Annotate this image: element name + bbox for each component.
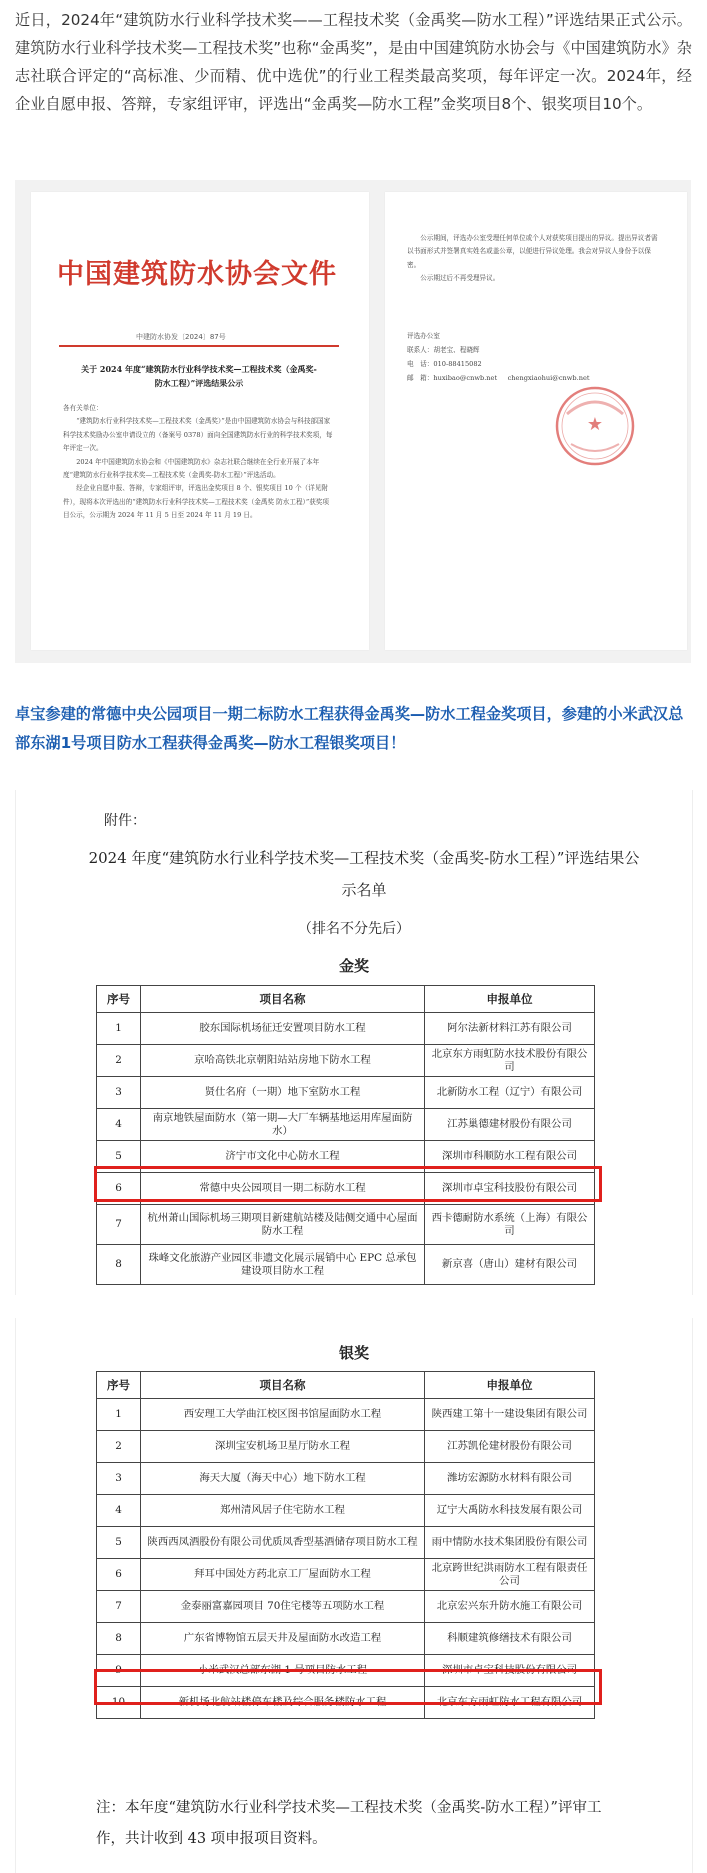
intro-paragraph: 近日，2024年“建筑防水行业科学技术奖——工程技术奖（金禹奖—防水工程）”评选结果正式公示。建筑防水行业科学技术奖—工程技术奖”也称“金禹奖”，是由中国建筑防水协会与《中国建筑防水》杂志社联合评定的“高标准、少而精、优中选优”的行业工程类最高奖项，每年评定一次。2024年，经企业自愿申报、答辩，专家组评审，评选出“金禹奖—防水工程”金奖项目8个、银奖项目10个。: [15, 11, 692, 113]
column-header-unit: 申报单位: [425, 1372, 595, 1399]
document-paragraph: 经企业自愿申报、答辩，专家组评审，评选出金奖项目 8 个、银奖项目 10 个（详见附件），现将本次评选出的“建筑防水行业科学技术奖—工程技术奖（金禹奖 防水工程）”获奖项目公示，公示期为 2024 年 11 月 5 日至 2024 年 11 月 19 日。: [63, 484, 329, 520]
column-header-unit: 申报单位: [425, 986, 595, 1013]
cell-unit: 新京喜（唐山）建材有限公司: [425, 1245, 595, 1285]
cell-name: 陕西西凤酒股份有限公司优质凤香型基酒储存项目防水工程: [141, 1527, 425, 1559]
cell-name: 广东省博物馆五层天井及屋面防水改造工程: [141, 1623, 425, 1655]
document-salutation: 各有关单位：: [63, 404, 103, 412]
table-row: [97, 1527, 595, 1559]
cell-name: 拜耳中国处方药北京工厂屋面防水工程: [141, 1559, 425, 1591]
cell-unit: 雨中情防水技术集团股份有限公司: [425, 1527, 595, 1559]
column-header-name: 项目名称: [141, 986, 425, 1013]
cell-no: 8: [97, 1245, 141, 1285]
cell-unit: 北京东方雨虹防水工程有限公司: [425, 1687, 595, 1719]
attachment-title: 2024 年度“建筑防水行业科学技术奖—工程技术奖（金禹奖-防水工程）”评选结果公示名单: [88, 849, 640, 899]
silver-heading: 银奖: [338, 1344, 369, 1362]
table-header-row: [97, 1372, 595, 1399]
gold-award-sheet: [15, 790, 693, 1295]
table-row: [97, 1013, 595, 1045]
ranking-note: （排名不分先后）: [298, 921, 410, 937]
column-header-name: 项目名称: [141, 1372, 425, 1399]
cell-name: 济宁市文化中心防水工程: [141, 1141, 425, 1173]
document-paragraph: “建筑防水行业科学技术奖—工程技术奖（金禹奖）”是由中国建筑防水协会与科技部国家科学技术奖励办公室申请设立的（备案号 0378）面向全国建筑防水行业的科学技术奖项，每年评定一次。: [63, 417, 333, 453]
document-paragraph: 公示期过后不再受理异议。: [420, 274, 500, 283]
silver-award-table: [96, 1371, 595, 1719]
cell-unit: 深圳市科顺防水工程有限公司: [425, 1141, 595, 1173]
cell-no: 1: [97, 1399, 141, 1431]
document-subject: 关于 2024 年度“建筑防水行业科学技术奖—工程技术奖（金禹奖-防水工程）”评选结果公示: [81, 364, 317, 388]
contact-phone: 电 话：010-88415082: [407, 360, 482, 368]
cell-name: 深圳宝安机场卫星厅防水工程: [141, 1431, 425, 1463]
cell-name: 杭州萧山国际机场三期项目新建航站楼及陆侧交通中心屋面防水工程: [141, 1205, 425, 1245]
cell-name: 京哈高铁北京朝阳站站房地下防水工程: [141, 1045, 425, 1077]
cell-no: 3: [97, 1463, 141, 1495]
footer-note: 注：本年度“建筑防水行业科学技术奖—工程技术奖（金禹奖-防水工程）”评审工作，共计收到 43 项申报项目资料。: [96, 1800, 602, 1847]
gold-highlight-box: [94, 1166, 602, 1202]
document-contacts: [407, 329, 667, 385]
cell-no: 6: [97, 1559, 141, 1591]
document-red-rule: [59, 345, 339, 347]
cell-name: 郑州清风居子住宅防水工程: [141, 1495, 425, 1527]
cell-no: 10: [97, 1687, 141, 1719]
cell-name: 贤仕名府（一期）地下室防水工程: [141, 1077, 425, 1109]
table-row: [97, 1431, 595, 1463]
cell-no: 2: [97, 1431, 141, 1463]
cell-name: 珠峰文化旅游产业园区非遗文化展示展销中心 EPC 总承包建设项目防水工程: [141, 1245, 425, 1285]
svg-text:★: ★: [586, 414, 604, 435]
contact-email: [407, 371, 667, 385]
cell-no: 5: [97, 1527, 141, 1559]
cell-no: 2: [97, 1045, 141, 1077]
cell-no: 5: [97, 1141, 141, 1173]
silver-award-sheet: [15, 1318, 693, 1873]
cell-unit: 潍坊宏源防水材料有限公司: [425, 1463, 595, 1495]
table-row: [97, 1205, 595, 1245]
cell-name: 新机场北航站楼停车楼及综合服务楼防水工程: [141, 1687, 425, 1719]
cell-unit: 深圳市卓宝科技股份有限公司: [425, 1655, 595, 1687]
email-2: chengxiaohui@cnwb.net: [507, 374, 590, 382]
table-row: [97, 1495, 595, 1527]
document-paragraph: 公示期间，评选办公室受理任何单位或个人对获奖项目提出的异议。提出异议者需以书面形式并签署真实姓名或盖公章，以便进行异议处理。我会对异议人身份予以保密。: [407, 234, 658, 269]
red-seal-stamp: [553, 384, 637, 468]
gold-heading: 金奖: [338, 957, 369, 975]
column-header-no: 序号: [97, 986, 141, 1013]
document-page-right: [385, 192, 687, 650]
official-document-photo: [15, 180, 691, 663]
cell-name: 海天大厦（海天中心）地下防水工程: [141, 1463, 425, 1495]
cell-no: 9: [97, 1655, 141, 1687]
gold-award-table: [96, 985, 595, 1285]
cell-unit: 西卡德耐防水系统（上海）有限公司: [425, 1205, 595, 1245]
column-header-no: 序号: [97, 1372, 141, 1399]
document-objection-notice: [407, 232, 662, 286]
cell-unit: 陕西建工第十一建设集团有限公司: [425, 1399, 595, 1431]
cell-name: 胶东国际机场征迁安置项目防水工程: [141, 1013, 425, 1045]
cell-name: 小米武汉总部东湖 1 号项目防水工程: [141, 1655, 425, 1687]
document-paragraph: 2024 年中国建筑防水协会和《中国建筑防水》杂志社联合继续在全行业开展了本年度“建筑防水行业科学技术奖—工程技术奖（金禹奖-防水工程）”评选活动。: [63, 457, 320, 480]
cell-no: 3: [97, 1077, 141, 1109]
table-row: [97, 1077, 595, 1109]
table-row: [97, 1245, 595, 1285]
table-row: [97, 1559, 595, 1591]
cell-unit: 科顺建筑修缮技术有限公司: [425, 1623, 595, 1655]
cell-unit: 阿尔法新材料江苏有限公司: [425, 1013, 595, 1045]
cell-no: 7: [97, 1591, 141, 1623]
document-page-left: [31, 192, 369, 650]
cell-unit: 江苏凯伦建材股份有限公司: [425, 1431, 595, 1463]
email-1: huxibao@cnwb.net: [433, 374, 498, 382]
cell-no: 4: [97, 1109, 141, 1141]
cell-name: 常德中央公园项目一期二标防水工程: [141, 1173, 425, 1205]
table-row: [97, 1399, 595, 1431]
cell-unit: 江苏巢德建材股份有限公司: [425, 1109, 595, 1141]
silver-highlight-box: [94, 1669, 602, 1705]
cell-no: 8: [97, 1623, 141, 1655]
cell-unit: 深圳市卓宝科技股份有限公司: [425, 1173, 595, 1205]
contact-office: 评选办公室: [407, 332, 440, 340]
cell-name: 南京地铁屋面防水（第一期—大厂车辆基地运用库屋面防水）: [141, 1109, 425, 1141]
cell-unit: 北新防水工程（辽宁）有限公司: [425, 1077, 595, 1109]
cell-no: 4: [97, 1495, 141, 1527]
cell-no: 1: [97, 1013, 141, 1045]
attachment-label: 附件：: [104, 813, 146, 829]
cell-no: 6: [97, 1173, 141, 1205]
cell-unit: 北京宏兴东升防水施工有限公司: [425, 1591, 595, 1623]
cell-unit: 北京东方雨虹防水技术股份有限公司: [425, 1045, 595, 1077]
email-label: 邮 箱：: [407, 374, 434, 382]
table-row: [97, 1045, 595, 1077]
table-header-row: [97, 986, 595, 1013]
table-row: [97, 1463, 595, 1495]
cell-name: 金泰丽富嘉园项目 70住宅楼等五项防水工程: [141, 1591, 425, 1623]
table-row: [97, 1109, 595, 1141]
table-row: [97, 1623, 595, 1655]
highlight-announcement: 卓宝参建的常德中央公园项目一期二标防水工程获得金禹奖—防水工程金奖项目，参建的小米武汉总部东湖1号项目防水工程获得金禹奖—防水工程银奖项目！: [15, 705, 684, 752]
document-title: 中国建筑防水协会文件: [57, 259, 337, 290]
contact-persons: 联系人：胡老宝、程晓辉: [407, 346, 480, 354]
cell-no: 7: [97, 1205, 141, 1245]
document-body: [63, 402, 335, 523]
table-row: [97, 1591, 595, 1623]
cell-unit: 北京跨世纪洪雨防水工程有限责任公司: [425, 1559, 595, 1591]
document-number: 中建防水协发〔2024〕87号: [136, 333, 226, 341]
cell-name: 西安理工大学曲江校区图书馆屋面防水工程: [141, 1399, 425, 1431]
cell-unit: 辽宁大禹防水科技发展有限公司: [425, 1495, 595, 1527]
